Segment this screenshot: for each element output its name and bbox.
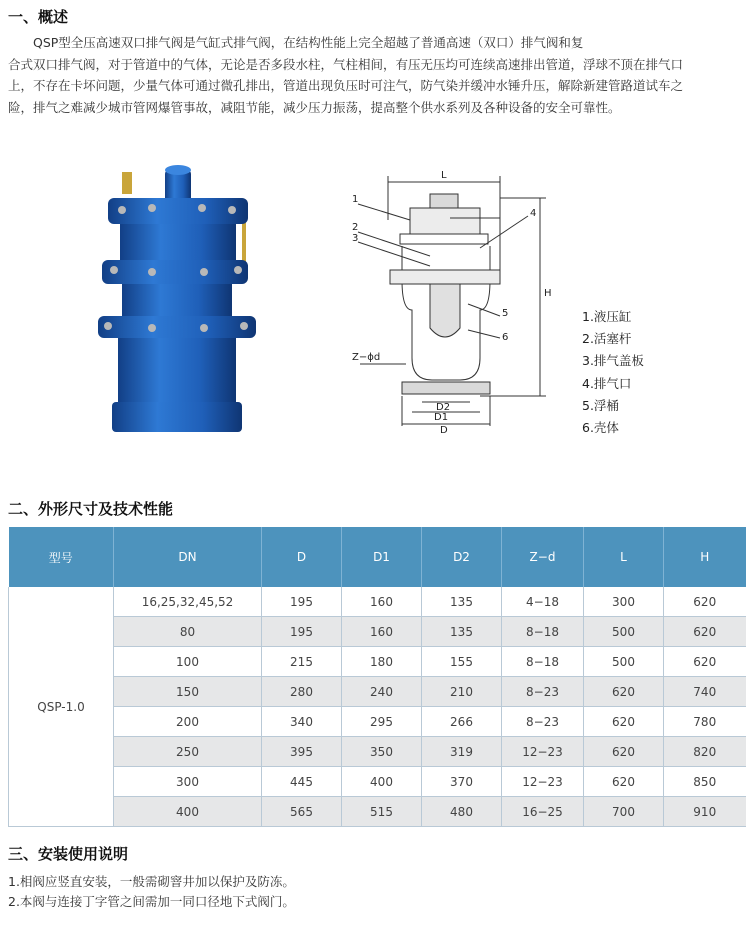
table-cell: 100	[114, 647, 262, 677]
note-item: 2.本阀与连接丁字管之间需加一同口径地下式阀门。	[8, 894, 295, 909]
table-cell: 295	[342, 707, 422, 737]
dim-l-label: L	[441, 170, 447, 181]
table-cell: 195	[262, 617, 342, 647]
column-header: D	[262, 527, 342, 587]
legend-item: 5.浮桶	[582, 397, 619, 413]
section-2-heading: 二、外形尺寸及技术性能	[8, 500, 174, 518]
table-cell: 4−18	[502, 587, 584, 617]
table-cell: 780	[664, 707, 746, 737]
table-cell: 620	[584, 737, 664, 767]
table-cell: 150	[114, 677, 262, 707]
column-header: H	[664, 527, 746, 587]
table-cell: 850	[664, 767, 746, 797]
legend-item: 6.壳体	[582, 420, 619, 436]
table-cell: 135	[422, 587, 502, 617]
table-cell: 135	[422, 617, 502, 647]
table-cell: 250	[114, 737, 262, 767]
table-cell: 350	[342, 737, 422, 767]
table-cell: 180	[342, 647, 422, 677]
table-row	[9, 767, 746, 797]
table-row	[9, 587, 746, 617]
callout-3: 3	[352, 233, 359, 244]
callout-2: 2	[352, 222, 359, 233]
legend-item: 3.排气盖板	[582, 353, 644, 369]
table-cell: 820	[664, 737, 746, 767]
table-cell: 620	[584, 707, 664, 737]
column-header: DN	[114, 527, 262, 587]
table-cell: 266	[422, 707, 502, 737]
table-cell: 565	[262, 797, 342, 827]
table-cell: 500	[584, 617, 664, 647]
overview-paragraph	[8, 32, 744, 118]
column-header: Z−d	[502, 527, 584, 587]
table-cell: 240	[342, 677, 422, 707]
table-cell: 620	[584, 767, 664, 797]
table-cell: 8−18	[502, 617, 584, 647]
legend-item: 4.排气口	[582, 375, 632, 391]
dim-h-label: H	[544, 288, 552, 299]
callout-6: 6	[502, 332, 509, 343]
table-row	[9, 707, 746, 737]
table-cell: 700	[584, 797, 664, 827]
dim-d1-label: D1	[434, 412, 449, 423]
table-cell: 319	[422, 737, 502, 767]
table-cell: 8−23	[502, 677, 584, 707]
parts-legend	[582, 306, 644, 439]
overview-line: 上，不存在卡坏问题，少量气体可通过微孔排出，管道出现负压时可注气，防气染并缓冲水锤升压，解除新建管路道试车之	[8, 78, 684, 93]
table-row	[9, 797, 746, 827]
table-cell: 215	[262, 647, 342, 677]
dim-zd-label: Z−ϕd	[352, 352, 381, 363]
table-cell: 620	[664, 647, 746, 677]
overview-line: 合式双口排气阀，对于管道中的气体，无论是否多段水柱，气柱相间，有压无压均可连续高速排出管道，浮球不顶在排气口	[8, 56, 684, 72]
table-cell: 160	[342, 617, 422, 647]
model-cell: QSP-1.0	[9, 587, 114, 827]
table-cell: 500	[584, 647, 664, 677]
legend-item: 1.液压缸	[582, 309, 632, 324]
table-cell: 370	[422, 767, 502, 797]
note-item: 1.相阀应竖直安装，一般需砌窨井加以保护及防冻。	[8, 874, 295, 889]
table-cell: 8−23	[502, 707, 584, 737]
valve-section-drawing	[350, 160, 560, 450]
valve-product-photo	[92, 150, 282, 450]
table-row	[9, 617, 746, 647]
column-header: D2	[422, 527, 502, 587]
table-cell: 16,25,32,45,52	[114, 587, 262, 617]
table-cell: 515	[342, 797, 422, 827]
table-row	[9, 647, 746, 677]
table-cell: 620	[664, 587, 746, 617]
table-cell: 12−23	[502, 737, 584, 767]
table-cell: 740	[664, 677, 746, 707]
table-cell: 16−25	[502, 797, 584, 827]
table-cell: 445	[262, 767, 342, 797]
table-cell: 300	[114, 767, 262, 797]
section-3-heading: 三、安装使用说明	[8, 845, 129, 863]
table-header-row	[9, 527, 746, 587]
overview-line: 险，排气之难减少城市管网爆管事故，减阻节能，减少压力振荡，提高整个供水系列及各种设备的安全可靠性。	[8, 99, 621, 115]
table-cell: 400	[342, 767, 422, 797]
legend-item: 2.活塞杆	[582, 331, 632, 347]
callout-4: 4	[530, 208, 537, 219]
table-cell: 12−23	[502, 767, 584, 797]
section-1-heading: 一、概述	[8, 8, 69, 26]
table-cell: 80	[114, 617, 262, 647]
column-header: L	[584, 527, 664, 587]
table-cell: 160	[342, 587, 422, 617]
callout-5: 5	[502, 308, 509, 319]
table-row	[9, 677, 746, 707]
callout-1: 1	[352, 194, 359, 205]
spec-table	[8, 527, 746, 827]
dim-d-label: D	[440, 425, 448, 436]
table-cell: 395	[262, 737, 342, 767]
table-cell: 155	[422, 647, 502, 677]
table-cell: 280	[262, 677, 342, 707]
table-cell: 8−18	[502, 647, 584, 677]
dim-d2-label: D2	[436, 402, 451, 413]
table-cell: 195	[262, 587, 342, 617]
table-cell: 620	[584, 677, 664, 707]
table-cell: 300	[584, 587, 664, 617]
table-row	[9, 737, 746, 767]
table-cell: 480	[422, 797, 502, 827]
table-cell: 620	[664, 617, 746, 647]
overview-line: QSP型全压高速双口排气阀是气缸式排气阀，在结构性能上完全超越了普通高速（双口）排气阀和复	[8, 35, 584, 50]
column-header: D1	[342, 527, 422, 587]
table-cell: 200	[114, 707, 262, 737]
install-notes	[8, 872, 295, 912]
table-cell: 340	[262, 707, 342, 737]
table-cell: 910	[664, 797, 746, 827]
table-cell: 400	[114, 797, 262, 827]
column-header: 型号	[9, 527, 114, 587]
table-cell: 210	[422, 677, 502, 707]
